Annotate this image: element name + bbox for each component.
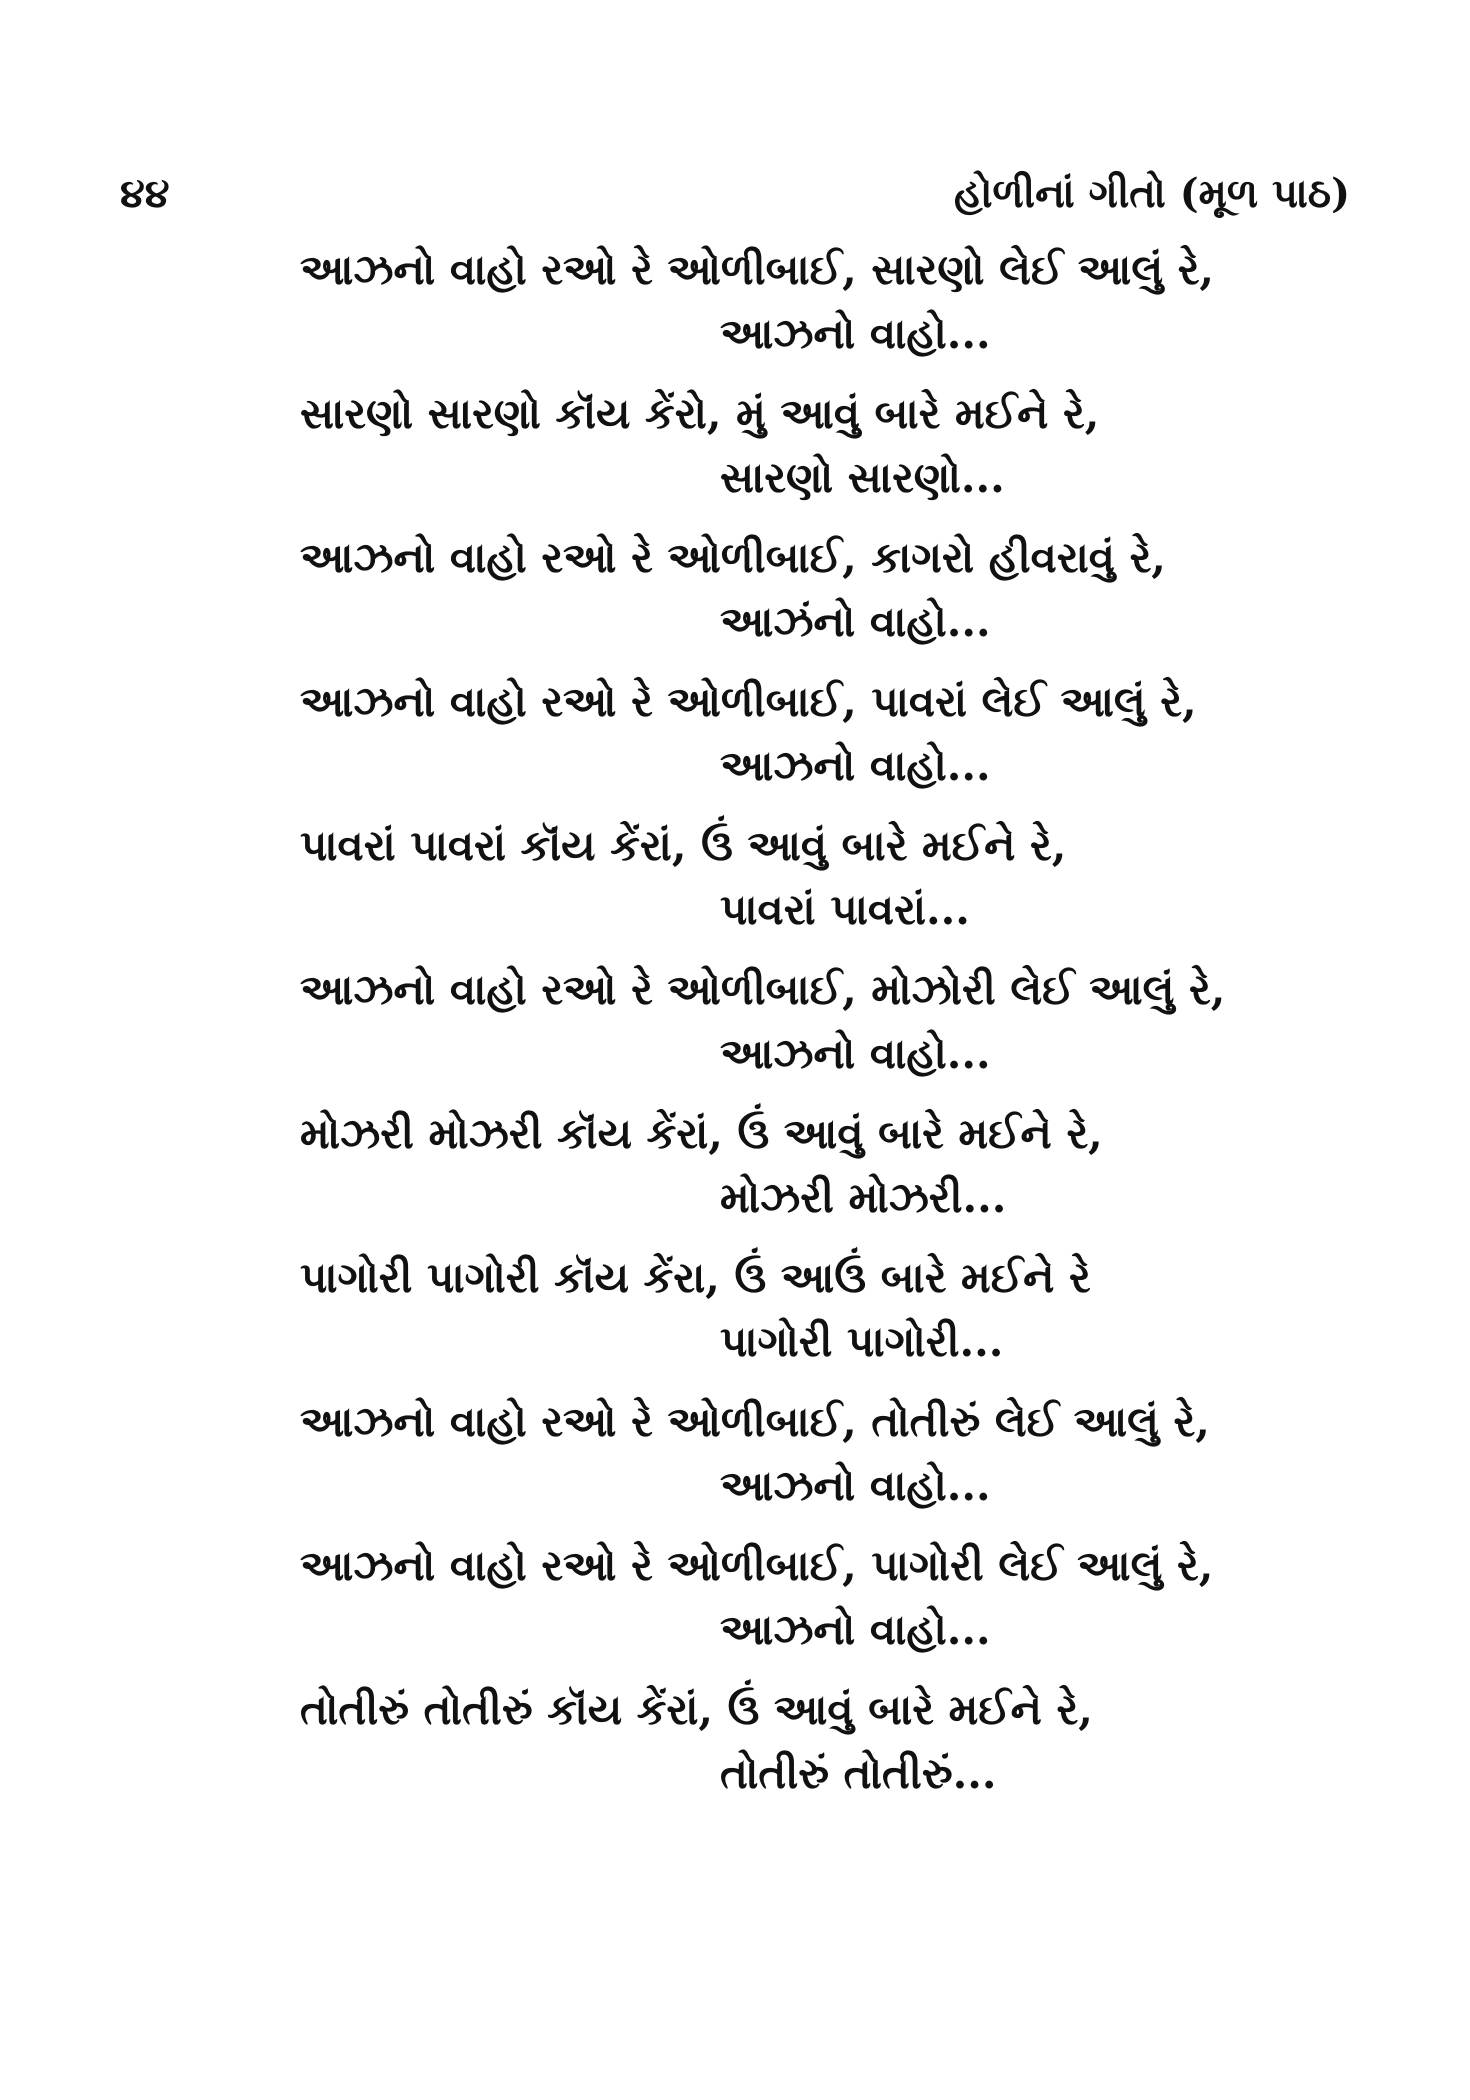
stanza-line: મોઝરી મોઝરી કૉંય કેંરાં, ઉં આવું બારે મઈને રે,	[300, 1109, 1103, 1158]
stanza	[300, 672, 1260, 816]
stanza-refrain: સારણો સારણો...	[720, 453, 1005, 502]
stanza-refrain: તોતીરું તોતીરું...	[720, 1749, 997, 1798]
stanza-line: આઝનો વાહો રઓ રે ઓળીબાઈ, સારણો લેઈ આલું રે,	[300, 245, 1215, 294]
stanza	[300, 384, 1260, 528]
stanza	[300, 960, 1260, 1104]
stanza	[300, 816, 1260, 960]
stanza-line: પાવરાં પાવરાં કૉંય કેંરાં, ઉં આવું બારે મઈને રે,	[300, 821, 1067, 870]
stanza-line: આઝનો વાહો રઓ રે ઓળીબાઈ, મોઝોરી લેઈ આલું રે,	[300, 965, 1226, 1014]
running-title: હોળીનાં ગીતો (મૂળ પાઠ)	[954, 170, 1350, 217]
stanza-line: સારણો સારણો કૉંય કેંરો, મું આવું બારે મઈને રે,	[300, 389, 1100, 438]
stanza-refrain: આઝનો વાહો...	[720, 1605, 991, 1654]
stanza-line: આઝનો વાહો રઓ રે ઓળીબાઈ, પાગોરી લેઈ આલું રે,	[300, 1541, 1214, 1590]
page-header	[120, 170, 1350, 230]
stanza-refrain: મોઝરી મોઝરી...	[720, 1173, 1007, 1222]
page-number: ૪૪	[120, 170, 170, 217]
stanza-refrain: આઝનો વાહો...	[720, 741, 991, 790]
stanza-refrain: આઝનો વાહો...	[720, 309, 991, 358]
stanza	[300, 1536, 1260, 1680]
stanza-line: આઝનો વાહો રઓ રે ઓળીબાઈ, તોતીરું લેઈ આલું રે,	[300, 1397, 1210, 1446]
stanza	[300, 528, 1260, 672]
stanza-refrain: આઝનો વાહો...	[720, 1029, 991, 1078]
stanza-refrain: પાગોરી પાગોરી...	[720, 1317, 1004, 1366]
song-stanzas	[300, 240, 1260, 1824]
stanza-refrain: આઝનો વાહો...	[720, 1461, 991, 1510]
stanza-line: આઝનો વાહો રઓ રે ઓળીબાઈ, પાવરાં લેઈ આલું રે,	[300, 677, 1197, 726]
stanza	[300, 240, 1260, 384]
stanza	[300, 1392, 1260, 1536]
stanza	[300, 1248, 1260, 1392]
stanza	[300, 1104, 1260, 1248]
stanza-refrain: આઝંનો વાહો...	[720, 597, 991, 646]
stanza-refrain: પાવરાં પાવરાં...	[720, 885, 970, 934]
stanza	[300, 1680, 1260, 1824]
stanza-line: તોતીરું તોતીરું કૉંય કેંરાં, ઉં આવું બારે મઈને રે,	[300, 1685, 1093, 1734]
stanza-line: પાગોરી પાગોરી કૉંય કેંરા, ઉં આઉં બારે મઈને રે	[300, 1253, 1091, 1302]
stanza-line: આઝનો વાહો રઓ રે ઓળીબાઈ, કાગરો હીવરાવું રે,	[300, 533, 1166, 582]
